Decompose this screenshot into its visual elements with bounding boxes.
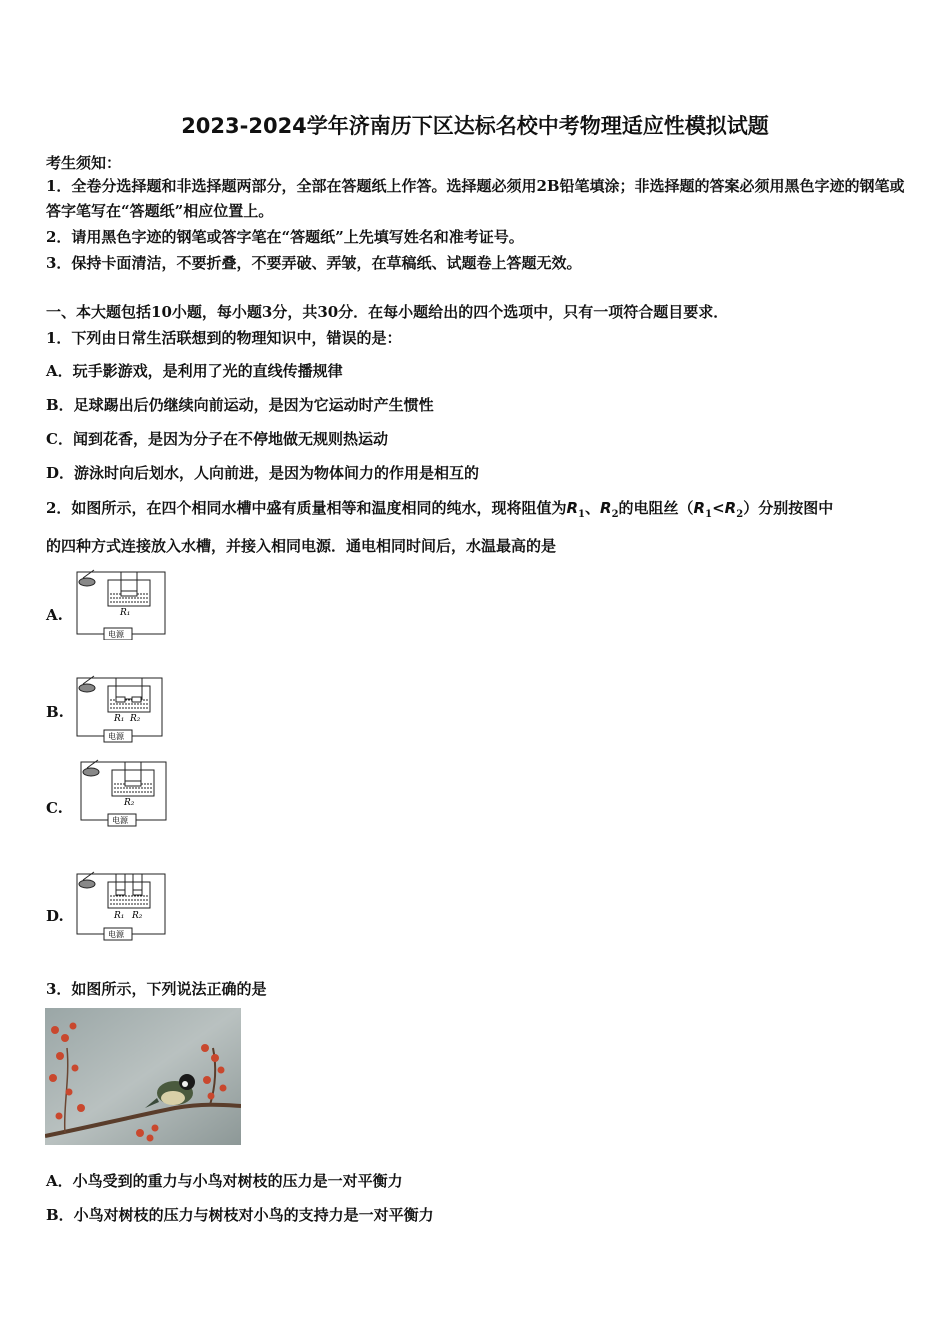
notice-item-2: 2．请用黑色字迹的钢笔或答字笔在“答题纸”上先填写姓名和准考证号。 (46, 228, 524, 246)
notice-heading: 考生须知： (46, 154, 122, 172)
r2-subscript: 2 (611, 509, 619, 520)
r2-subscript-cmp: 2 (736, 509, 744, 520)
q1-option-d: D．游泳时向后划水，人向前进，是因为物体间力的作用是相互的 (46, 464, 480, 482)
q3-stem: 3．如图所示，下列说法正确的是 (46, 980, 267, 998)
notice-item-1: 1．全卷分选择题和非选择题两部分，全部在答题纸上作答。选择题必须用2B铅笔填涂；非选择题的答案必须用黑色字迹的钢笔或答字笔写在“答题纸”相应位置上。 (46, 177, 905, 220)
q2-option-d-letter: D. (46, 907, 64, 925)
compare-symbol: < (712, 499, 725, 517)
q2-circuit-diagram-a (74, 566, 170, 640)
q2-sep: 、 (584, 499, 600, 517)
diagram-b-power-label: 电源 (108, 732, 124, 741)
q2-circuit-diagram-c (78, 756, 170, 828)
q2-stem-b: 的电阻丝（ (618, 499, 694, 517)
q1-option-b: B．足球踢出后仍继续向前运动，是因为它运动时产生惯性 (46, 396, 434, 414)
q2-stem-c: ）分别按图中 (743, 499, 834, 517)
r1-subscript-cmp: 1 (705, 509, 713, 520)
diagram-d-label-r1: R₁ (114, 911, 125, 921)
diagram-c-power-label: 电源 (112, 816, 128, 825)
diagram-a-power-label: 电源 (108, 630, 124, 639)
q2-option-b-letter: B. (46, 703, 64, 721)
q2-option-c-letter: C. (46, 799, 63, 817)
section-heading: 一、本大题包括10小题，每小题3分，共30分．在每小题给出的四个选项中，只有一项符合题目要求． (46, 303, 729, 321)
q2-stem-a: 2．如图所示，在四个相同水槽中盛有质量相等和温度相同的纯水，现将阻值为 (46, 499, 567, 517)
r2-symbol: R (600, 499, 612, 517)
q2-stem-line2: 的四种方式连接放入水槽，并接入相同电源．通电相同时间后，水温最高的是 (46, 537, 557, 555)
bird-on-branch-photo (45, 1008, 241, 1145)
q1-option-a: A．玩手影游戏，是利用了光的直线传播规律 (46, 362, 343, 380)
diagram-b-label-r1: R₁ (114, 714, 125, 724)
r1-symbol: R (566, 499, 579, 517)
q2-circuit-diagram-d (74, 868, 170, 942)
q2-option-a-letter: A. (46, 606, 63, 624)
q1-stem: 1．下列由日常生活联想到的物理知识中，错误的是： (46, 329, 402, 347)
q1-option-c: C．闻到花香，是因为分子在不停地做无规则热运动 (46, 430, 388, 448)
diagram-c-label-r2: R₂ (124, 798, 135, 808)
diagram-d-label-r2: R₂ (132, 911, 143, 921)
notice-item-3: 3．保持卡面清洁，不要折叠，不要弄破、弄皱，在草稿纸、试题卷上答题无效。 (46, 254, 582, 272)
diagram-b-label-r2: R₂ (130, 714, 141, 724)
r2-symbol-cmp: R (724, 499, 737, 517)
page-title: 2023-2024学年济南历下区达标名校中考物理适应性模拟试题 (181, 114, 769, 138)
q2-stem (46, 497, 833, 520)
q2-circuit-diagram-b (74, 672, 170, 744)
diagram-d-power-label: 电源 (108, 930, 124, 939)
q3-option-a: A．小鸟受到的重力与小鸟对树枝的压力是一对平衡力 (46, 1172, 403, 1190)
q3-option-b: B．小鸟对树枝的压力与树枝对小鸟的支持力是一对平衡力 (46, 1206, 434, 1224)
r1-subscript: 1 (578, 509, 585, 520)
diagram-a-label-r1: R₁ (120, 608, 131, 618)
r1-symbol-cmp: R (693, 499, 706, 517)
